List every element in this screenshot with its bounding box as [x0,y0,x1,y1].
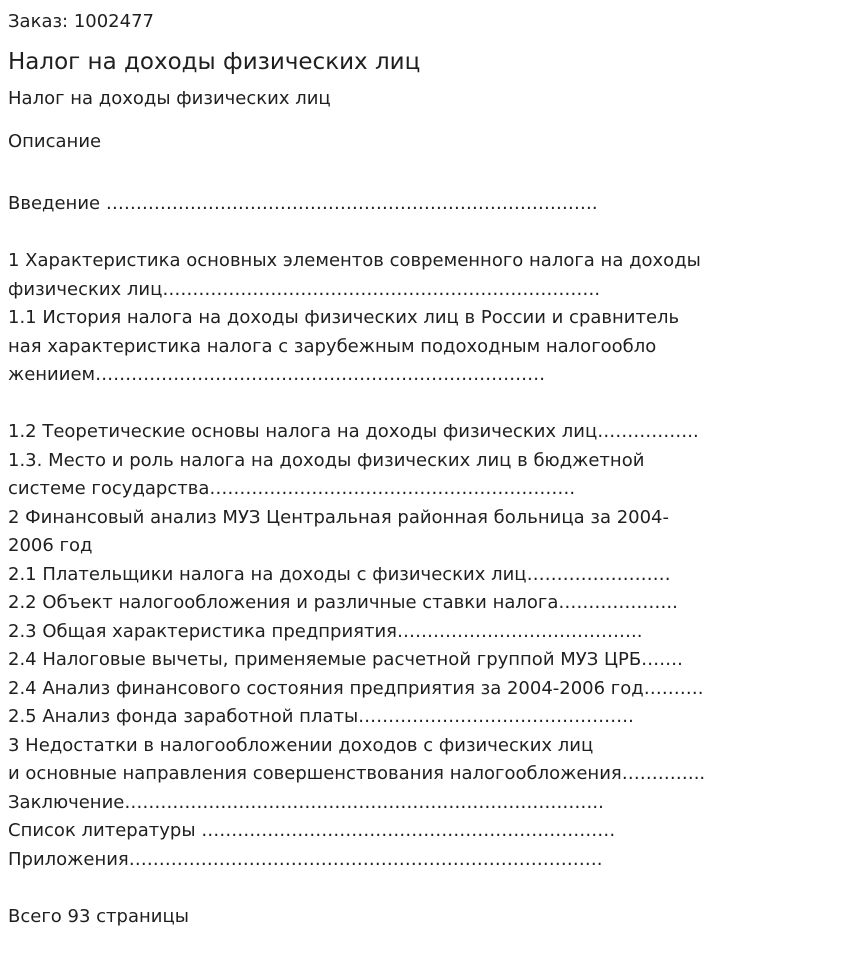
toc-spacer [8,390,705,419]
toc-line: физических лиц………………………………………………………………. [8,278,601,300]
toc-line: 2.4 Налоговые вычеты, применяемые расчетной группой МУЗ ЦРБ……. [8,649,683,670]
toc-line: Заключение…………………………………………………………………….. [8,791,604,813]
toc-spacer [8,219,705,248]
toc-line: 2.2 Объект налогообложения и различные ставки налога……………….. [8,592,678,613]
toc-line: системе государства……………………………………………………. [8,478,576,499]
toc-line: 1.3. Место и роль налога на доходы физических лиц в бюджетной [8,449,645,471]
order-number: Заказ: 1002477 [8,11,154,32]
toc-line: 1.2 Теоретические основы налога на доходы физических лиц…………….. [8,421,699,442]
toc-line: 2 Финансовый анализ МУЗ Центральная районная больница за 2004- [8,506,669,528]
toc-line: 2006 год [8,535,93,556]
toc-spacer [8,874,705,903]
toc-line: 2.3 Общая характеристика предприятия………………………………….. [8,620,643,642]
description-heading: Описание [8,131,102,152]
page-title: Налог на доходы физических лиц [8,49,421,75]
toc-line: 2.4 Анализ финансового состояния предприятия за 2004-2006 год………. [8,677,704,699]
toc-line: 1 Характеристика основных элементов современного налога на доходы [8,250,701,271]
toc-line: 2.1 Плательщики налога на доходы с физических лиц…………………… [8,563,671,585]
toc-line: 3 Недостатки в налогообложении доходов с физических лиц [8,734,594,756]
toc-line: ная характеристика налога с зарубежным подоходным налогообло [8,335,657,357]
toc-line: Приложения……………………………………………………………………. [8,848,603,870]
table-of-contents [8,190,705,931]
page-subtitle: Налог на доходы физических лиц [8,88,331,109]
toc-line: 2.5 Анализ фонда заработной платы………………………………………. [8,706,634,727]
toc-line: Список литературы …………………………………………………………… [8,820,616,841]
toc-line: жениием………………………………………………………………… [8,364,546,385]
toc-line: 1.1 История налога на доходы физических лиц в России и сравнитель [8,307,680,328]
toc-line: и основные направления совершенствования налогообложения………….. [8,763,706,784]
toc-line: Всего 93 страницы [8,905,189,927]
toc-line: Введение ………………………………………………………………………. [8,193,598,214]
